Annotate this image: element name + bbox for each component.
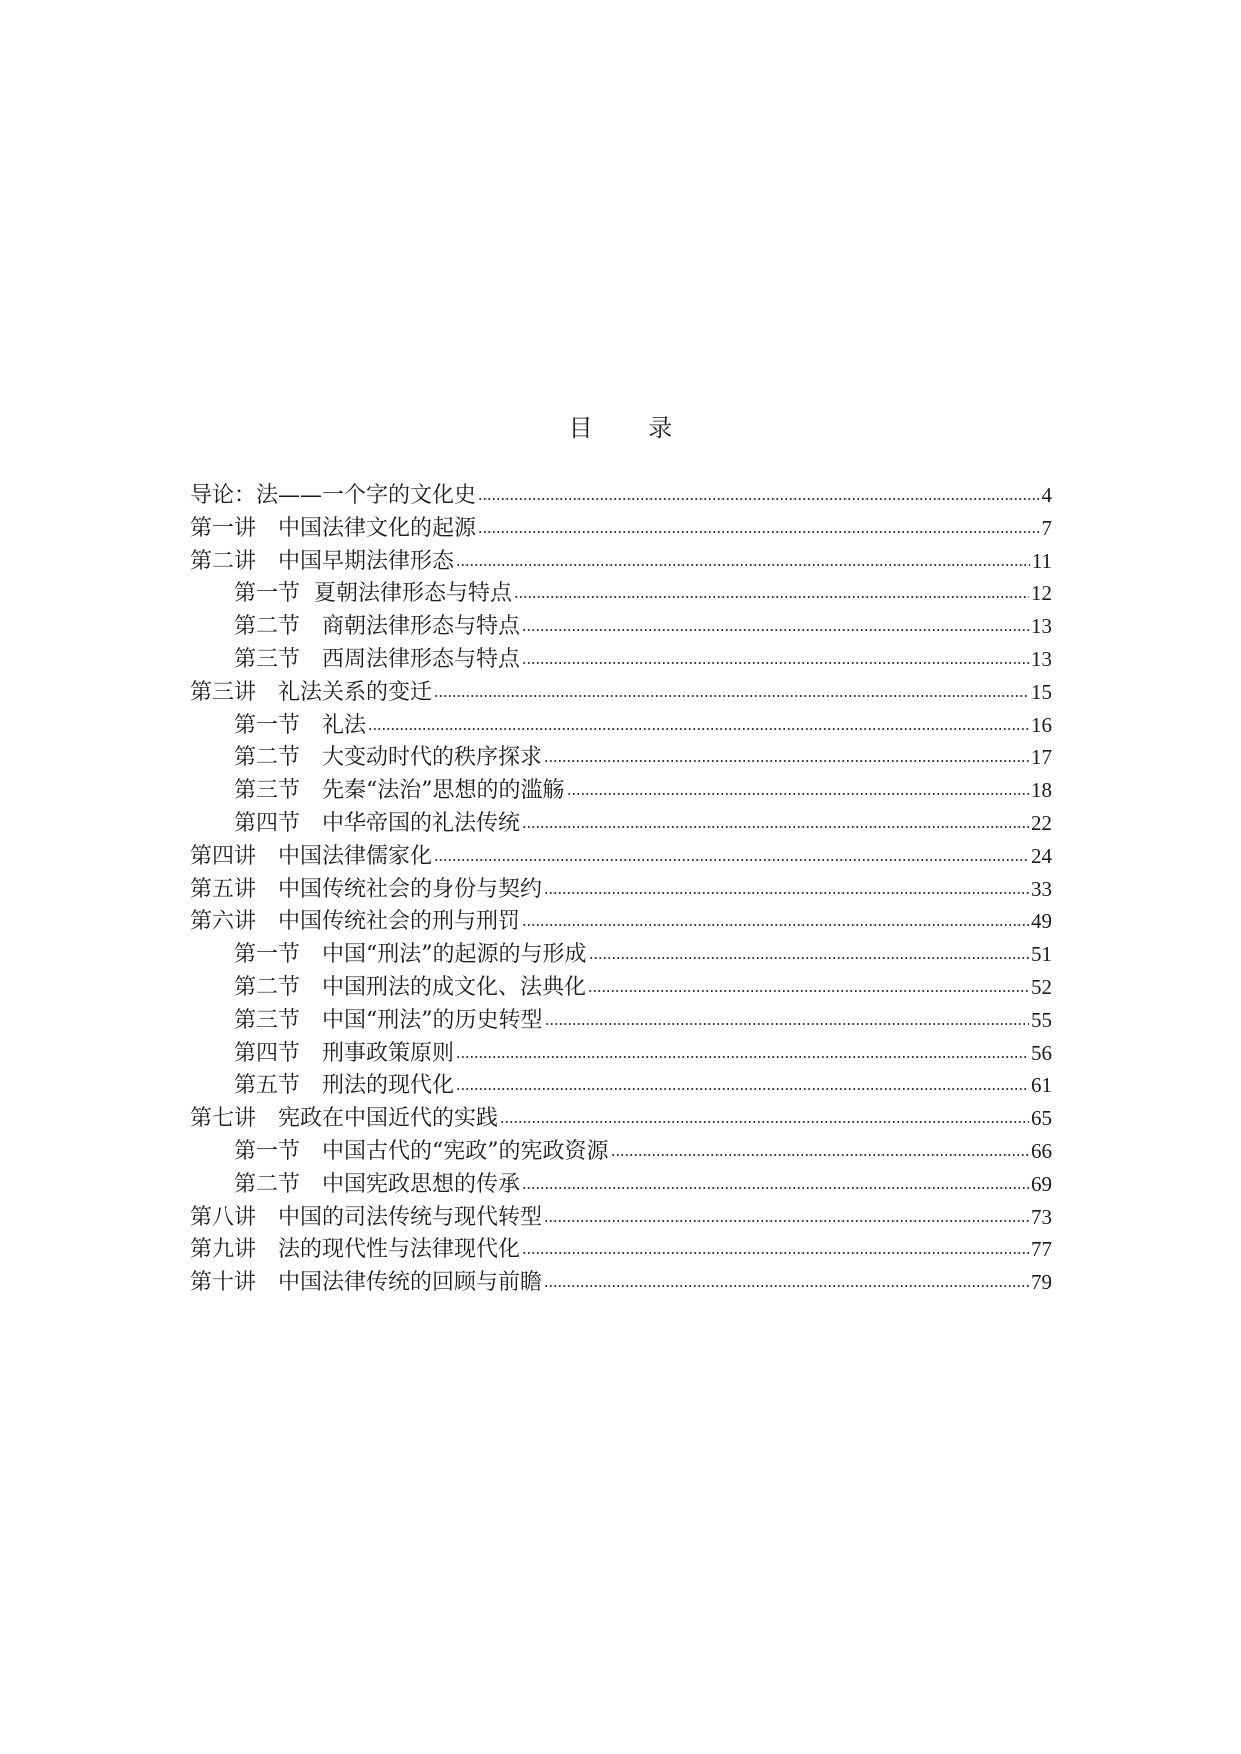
- dot-leader: [522, 1250, 1029, 1256]
- toc-entry-page-number: 77: [1031, 1237, 1052, 1262]
- toc-entry-page-number: 24: [1031, 843, 1052, 868]
- toc-entry-label: 第三节 西周法律形态与特点: [234, 646, 521, 672]
- toc-entry-page-number: 4: [1041, 483, 1052, 507]
- toc-entry-chapter[interactable]: [190, 1266, 1052, 1299]
- toc-entry-label: 第五讲 中国传统社会的身份与契约: [190, 876, 543, 902]
- dot-leader: [514, 594, 1029, 600]
- toc-entry-page-number: 51: [1031, 942, 1052, 967]
- toc-entry-page-number: 22: [1031, 810, 1052, 835]
- dot-leader: [611, 1152, 1030, 1158]
- toc-entry-page-number: 13: [1031, 614, 1052, 639]
- toc-entry-page-number: 79: [1031, 1270, 1052, 1295]
- toc-entry-page-number: 15: [1031, 679, 1052, 704]
- toc-entry-section[interactable]: [190, 971, 1052, 1004]
- table-of-contents: [190, 479, 1052, 1299]
- toc-entry-label: 第二节 中国刑法的成文化、法典化: [234, 974, 587, 1000]
- toc-entry-section[interactable]: [190, 807, 1052, 840]
- toc-entry-label: 导论：法——一个字的文化史: [190, 483, 477, 508]
- toc-entry-label: 第三节 先秦“法治”思想的的滥觞: [234, 778, 565, 804]
- toc-entry-page-number: 61: [1031, 1073, 1052, 1098]
- toc-entry-chapter[interactable]: [190, 873, 1052, 906]
- toc-entry-section[interactable]: [190, 1168, 1052, 1201]
- dot-leader: [544, 890, 1029, 896]
- toc-entry-page-number: 33: [1031, 876, 1052, 901]
- toc-entry-page-number: 18: [1031, 778, 1052, 803]
- toc-entry-label: 第七讲 宪政在中国近代的实践: [190, 1106, 499, 1132]
- toc-entry-label: 第九讲 法的现代性与法律现代化: [190, 1237, 521, 1263]
- dot-leader: [478, 529, 1039, 535]
- dot-leader: [567, 791, 1030, 797]
- dot-leader: [522, 627, 1029, 633]
- dot-leader: [545, 1021, 1030, 1027]
- dot-leader: [522, 660, 1029, 666]
- toc-entry-page-number: 7: [1041, 515, 1052, 540]
- toc-entry-section[interactable]: [190, 709, 1052, 742]
- toc-entry-label: 第八讲 中国的司法传统与现代转型: [190, 1204, 543, 1230]
- toc-entry-label: 第五节 刑法的现代化: [234, 1073, 455, 1099]
- toc-entry-page-number: 69: [1031, 1171, 1052, 1196]
- toc-entry-section[interactable]: [190, 610, 1052, 643]
- toc-entry-chapter[interactable]: [190, 512, 1052, 545]
- dot-leader: [434, 693, 1029, 699]
- dot-leader: [522, 1185, 1029, 1191]
- toc-entry-page-number: 66: [1031, 1138, 1052, 1163]
- toc-entry-section[interactable]: [190, 1069, 1052, 1102]
- toc-entry-page-number: 17: [1031, 745, 1052, 770]
- dot-leader: [522, 824, 1029, 830]
- dot-leader: [434, 857, 1029, 863]
- toc-entry-label: 第四讲 中国法律儒家化: [190, 843, 433, 869]
- toc-entry-chapter[interactable]: [190, 905, 1052, 938]
- toc-entry-page-number: 56: [1031, 1040, 1052, 1065]
- dot-leader: [588, 988, 1029, 994]
- toc-entry-chapter[interactable]: [190, 545, 1052, 578]
- toc-entry-chapter[interactable]: [190, 1201, 1052, 1234]
- toc-entry-label: 第二节 大变动时代的秩序探求: [234, 745, 543, 771]
- toc-entry-chapter[interactable]: [190, 676, 1052, 709]
- toc-entry-chapter[interactable]: [190, 840, 1052, 873]
- dot-leader: [589, 955, 1030, 961]
- toc-entry-label: 第二节 商朝法律形态与特点: [234, 614, 521, 640]
- dot-leader: [368, 726, 1029, 732]
- toc-entry-page-number: 16: [1031, 712, 1052, 737]
- toc-entry-section[interactable]: [190, 741, 1052, 774]
- dot-leader: [456, 562, 1030, 568]
- toc-entry-page-number: 65: [1031, 1106, 1052, 1131]
- toc-entry-label: 第四节 刑事政策原则: [234, 1040, 455, 1066]
- toc-entry-label: 第三讲 礼法关系的变迁: [190, 679, 433, 705]
- toc-entry-label: 第一节 夏朝法律形态与特点: [234, 581, 512, 607]
- toc-entry-page-number: 49: [1031, 909, 1052, 934]
- toc-entry-page-number: 73: [1031, 1204, 1052, 1229]
- toc-entry-section[interactable]: [190, 643, 1052, 676]
- toc-entry-label: 第四节 中华帝国的礼法传统: [234, 810, 521, 836]
- toc-entry-label: 第二讲 中国早期法律形态: [190, 548, 455, 574]
- toc-entry-section[interactable]: [190, 577, 1052, 610]
- toc-entry-label: 第三节 中国“刑法”的历史转型: [234, 1007, 543, 1033]
- toc-entry-label: 第十讲 中国法律传统的回顾与前瞻: [190, 1270, 543, 1296]
- toc-entry-section[interactable]: [190, 1135, 1052, 1168]
- toc-entry-section[interactable]: [190, 1037, 1052, 1070]
- toc-entry-page-number: 11: [1031, 548, 1052, 573]
- toc-entry-section[interactable]: [190, 938, 1052, 971]
- toc-entry-label: 第一节 中国“刑法”的起源的与形成: [234, 942, 587, 968]
- toc-entry-label: 第六讲 中国传统社会的刑与刑罚: [190, 909, 521, 935]
- toc-entry-chapter[interactable]: [190, 1102, 1052, 1135]
- dot-leader: [544, 1283, 1029, 1289]
- toc-entry-label: 第二节 中国宪政思想的传承: [234, 1171, 521, 1197]
- toc-entry-label: 第一节 礼法: [234, 712, 367, 738]
- dot-leader: [456, 1054, 1029, 1060]
- toc-entry-section[interactable]: [190, 774, 1052, 807]
- toc-entry-page-number: 12: [1031, 581, 1052, 606]
- dot-leader: [544, 1218, 1029, 1224]
- dot-leader: [544, 758, 1029, 764]
- dot-leader: [478, 496, 1039, 502]
- toc-entry-section[interactable]: [190, 1004, 1052, 1037]
- toc-entry-page-number: 13: [1031, 646, 1052, 671]
- dot-leader: [500, 1119, 1029, 1125]
- toc-title: 目 录: [568, 414, 697, 442]
- toc-entry-page-number: 55: [1031, 1007, 1052, 1032]
- toc-entry-label: 第一讲 中国法律文化的起源: [190, 515, 477, 541]
- toc-entry-chapter[interactable]: [190, 1233, 1052, 1266]
- toc-entry-page-number: 52: [1031, 974, 1052, 999]
- dot-leader: [522, 922, 1029, 928]
- toc-entry-label: 第一节 中国古代的“宪政”的宪政资源: [234, 1138, 609, 1164]
- dot-leader: [456, 1086, 1029, 1092]
- toc-entry-chapter[interactable]: [190, 479, 1052, 512]
